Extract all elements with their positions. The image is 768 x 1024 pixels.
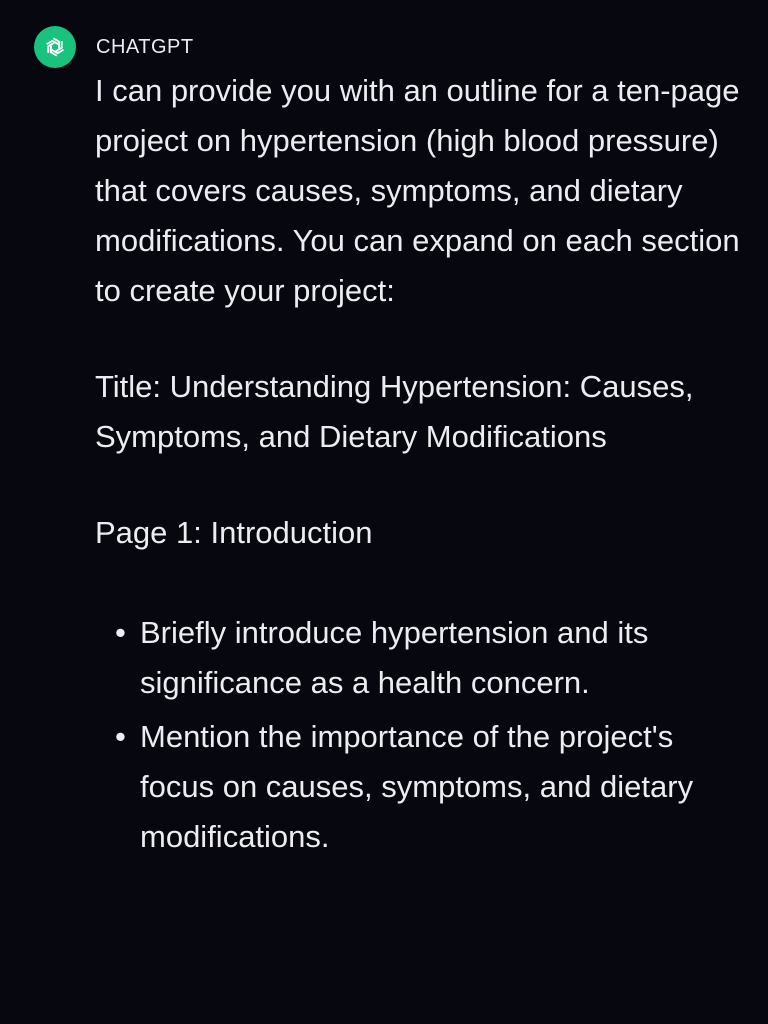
list-item-text: Briefly introduce hypertension and its significance as a health concern. — [140, 615, 649, 700]
section-heading: Page 1: Introduction — [95, 515, 373, 550]
intro-paragraph: I can provide you with an outline for a ten-page project on hypertension (high blood pressure) that covers causes, symptoms, and dietary modifications. You can expand on each section to create your project: — [95, 73, 740, 308]
list-item — [95, 712, 745, 862]
list-item — [95, 608, 745, 708]
list-item-text: Mention the importance of the project's focus on causes, symptoms, and dietary modifications. — [140, 719, 694, 854]
bullet-icon: • — [115, 719, 126, 754]
sender-name: CHATGPT — [96, 35, 194, 58]
openai-logo-icon — [41, 33, 69, 61]
bullet-icon: • — [115, 615, 126, 650]
message-body — [95, 66, 745, 862]
message-header — [34, 26, 194, 68]
bullet-list — [95, 608, 745, 862]
avatar — [34, 26, 76, 68]
outline-title: Title: Understanding Hypertension: Causes, Symptoms, and Dietary Modifications — [95, 369, 694, 454]
